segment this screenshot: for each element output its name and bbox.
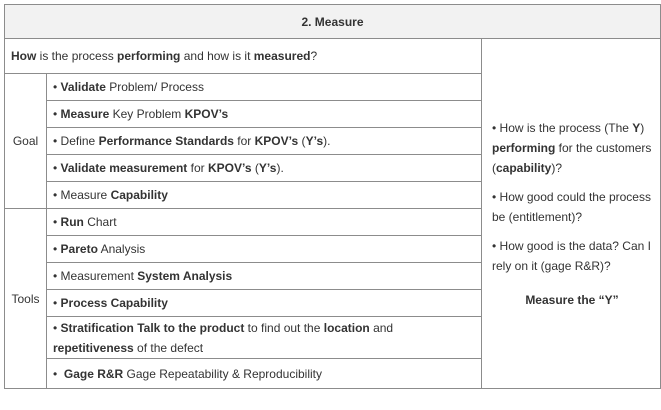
side-conclusion: Measure the “Y”: [525, 292, 619, 307]
side-question-3: • How good is the data? Can I rely on it (gage R&R)?: [492, 238, 651, 273]
tools-item-6: • Gage R&R Gage Repeatability & Reproducibility: [47, 359, 482, 389]
side-question-2: • How good could the process be (entitlement)?: [492, 189, 651, 224]
goal-label: Goal: [5, 74, 47, 209]
question-row: How is the process performing and how is it measured?: [5, 39, 482, 74]
goal-item-3: • Define Performance Standards for KPOV’s (Y’s).: [47, 128, 482, 155]
side-question-1: • How is the process (The Y) performing for the customers (capability)?: [492, 120, 652, 175]
goal-item-4: • Validate measurement for KPOV’s (Y’s).: [47, 155, 482, 182]
tools-item-3: • Measurement System Analysis: [47, 263, 482, 290]
tools-item-4: • Process Capability: [47, 290, 482, 317]
goal-item-1: • Validate Problem/ Process: [47, 74, 482, 101]
tools-item-5: • Stratification Talk to the product to find out the location and repetitiveness of the defect: [47, 317, 482, 359]
tools-item-1: • Run Chart: [47, 209, 482, 236]
tools-label: Tools: [5, 209, 47, 389]
tools-item-2: • Pareto Analysis: [47, 236, 482, 263]
side-notes: [482, 39, 661, 389]
table-title: 2. Measure: [5, 5, 661, 39]
measure-table: [4, 4, 661, 389]
goal-item-5: • Measure Capability: [47, 182, 482, 209]
goal-item-2: • Measure Key Problem KPOV’s: [47, 101, 482, 128]
